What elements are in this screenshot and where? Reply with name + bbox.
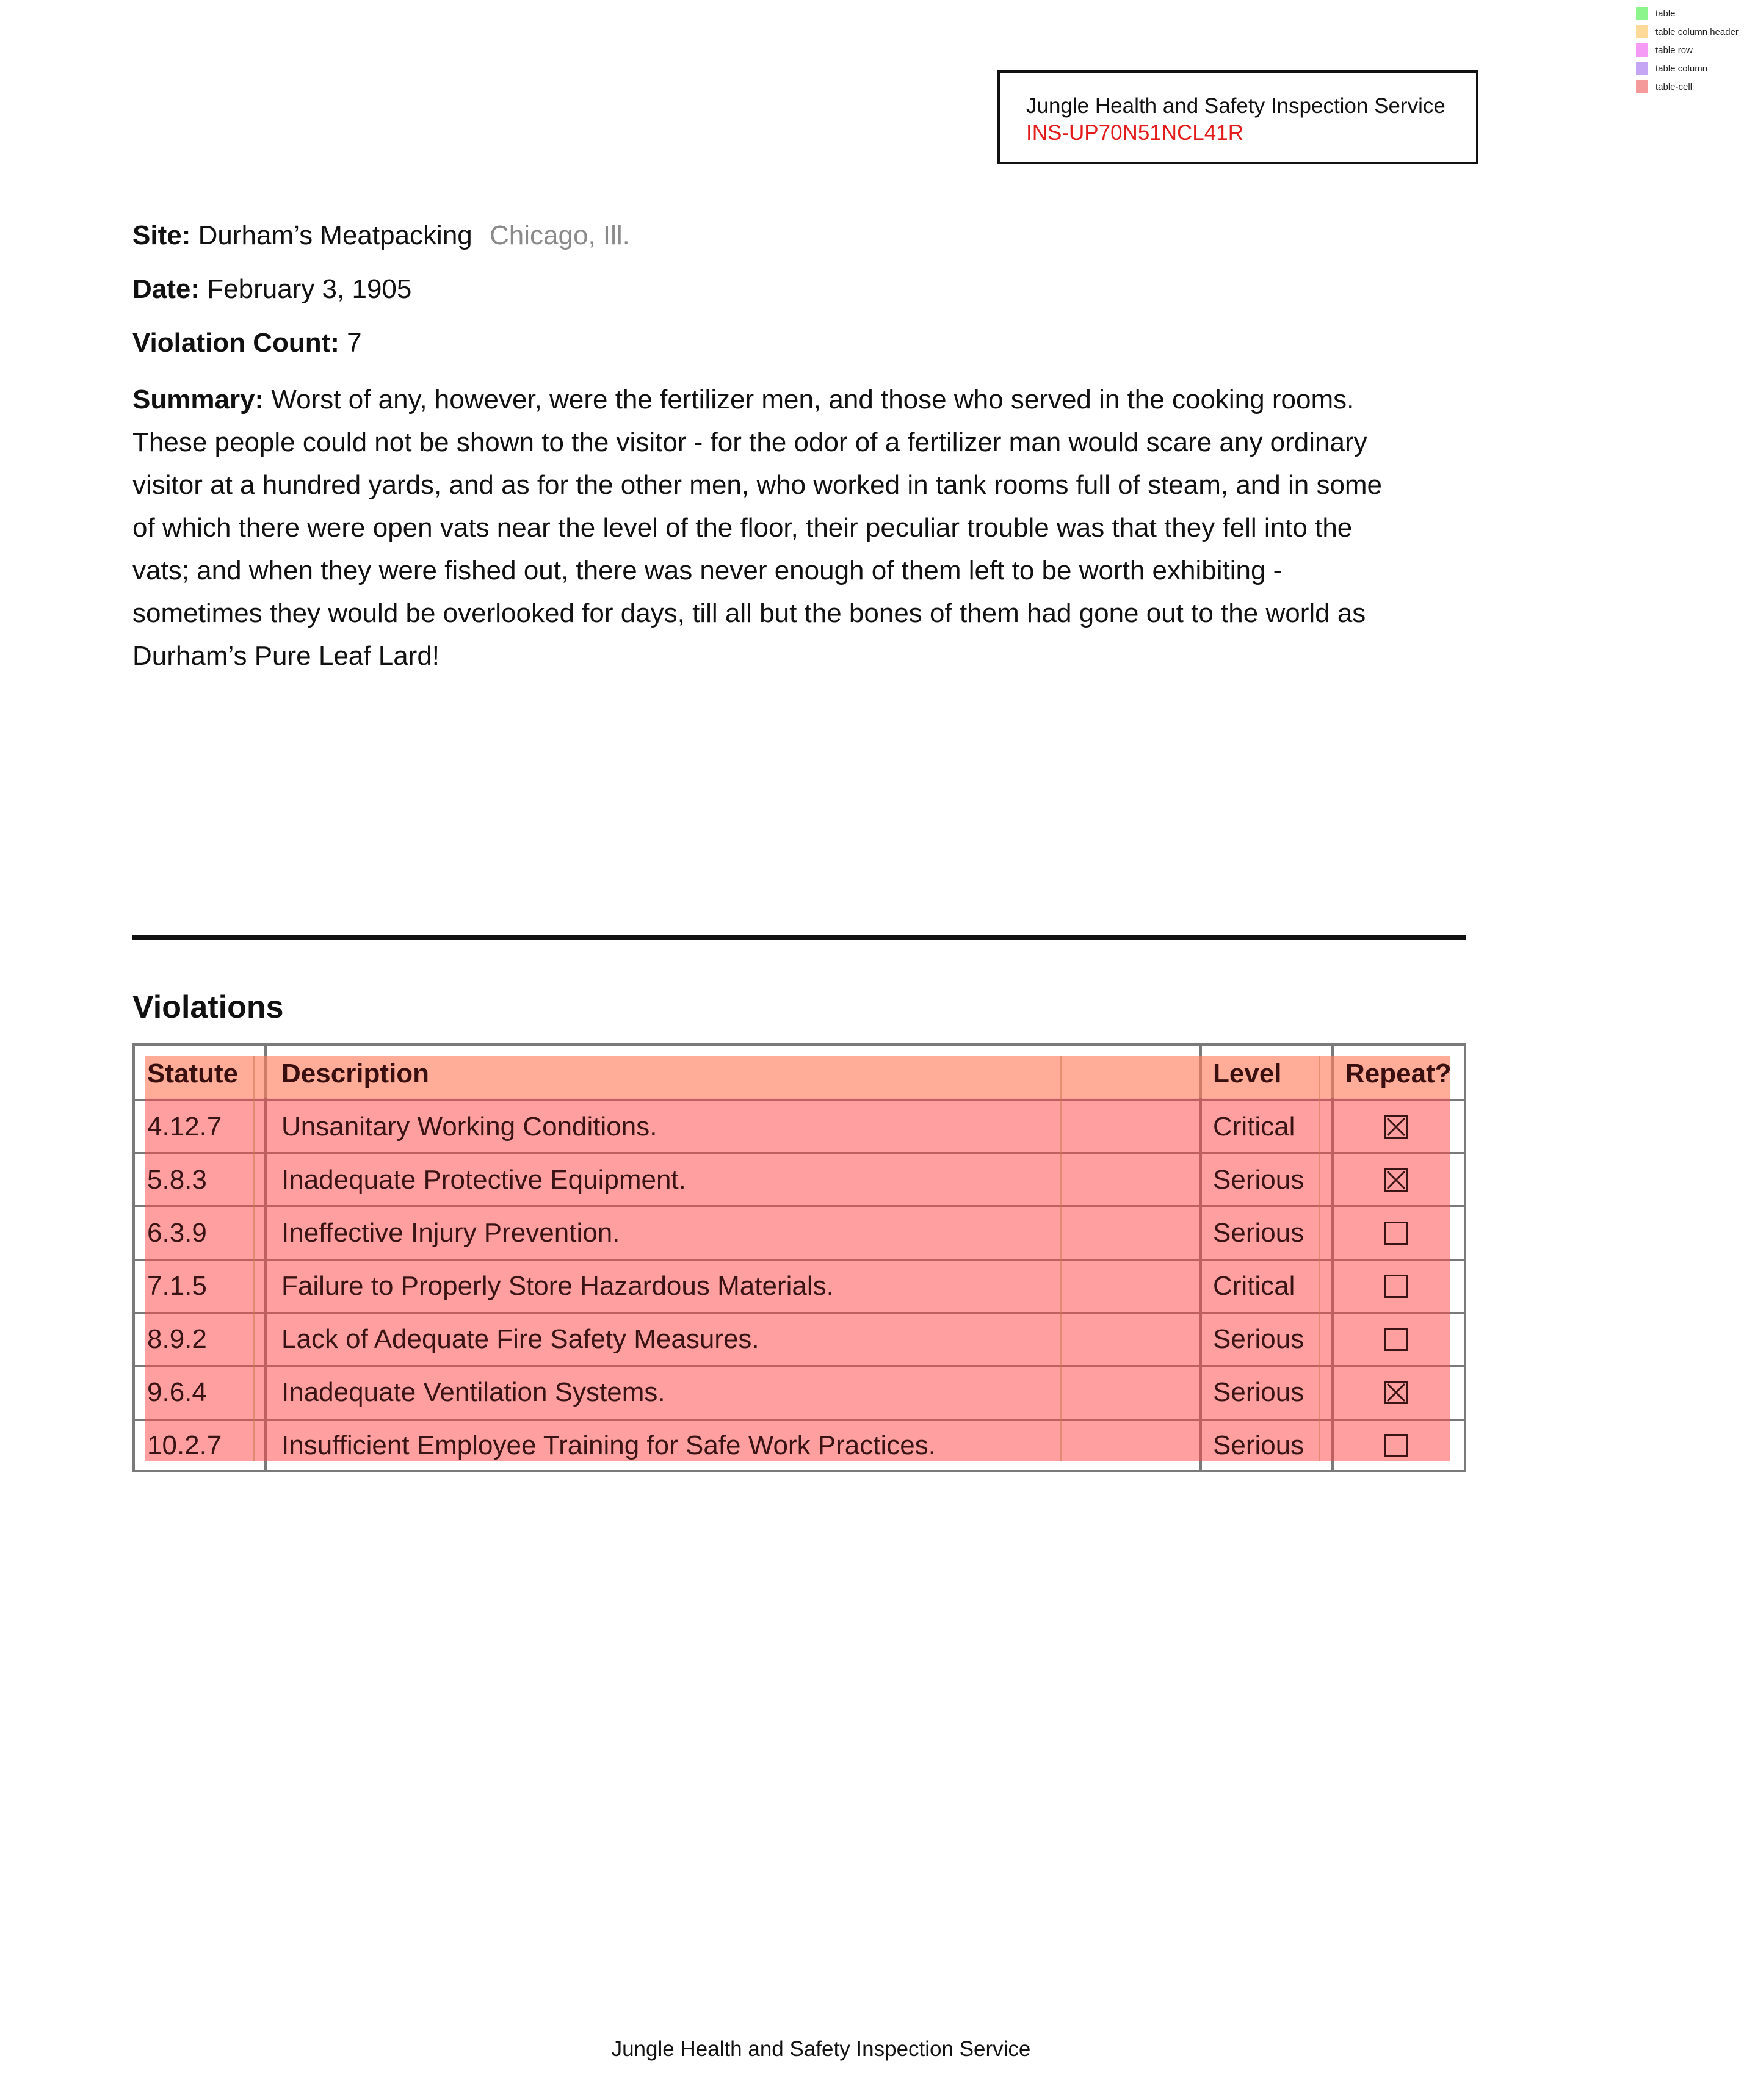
agency-header-box: [997, 70, 1478, 164]
statute-cell: 6.3.9: [147, 1218, 207, 1248]
annotation-legend: [1636, 4, 1739, 96]
statute-cell: 8.9.2: [147, 1324, 207, 1354]
inspection-details: [132, 217, 1384, 678]
violation-count-value: 7: [347, 328, 362, 358]
repeat-checkbox[interactable]: [1384, 1434, 1408, 1457]
legend-label: table row: [1655, 45, 1693, 56]
legend-label: table column header: [1655, 26, 1739, 37]
repeat-checkbox[interactable]: [1384, 1328, 1408, 1351]
statute-cell: 7.1.5: [147, 1271, 207, 1301]
column-header-statute: Statute: [147, 1059, 239, 1088]
violations-table: [132, 1043, 1466, 1472]
column-overlay-edge: [1060, 1056, 1062, 1461]
site-location: Chicago, Ill.: [490, 220, 630, 250]
legend-swatch: [1636, 62, 1648, 75]
legend-item: [1636, 59, 1739, 78]
description-cell: Inadequate Ventilation Systems.: [281, 1377, 665, 1407]
violations-heading: Violations: [132, 990, 284, 1025]
checkbox-x-icon: [1386, 1117, 1406, 1137]
statute-cell: 5.8.3: [147, 1165, 207, 1195]
statute-cell: 4.12.7: [147, 1112, 222, 1142]
site-row: [132, 217, 1384, 254]
legend-label: table-cell: [1655, 81, 1693, 92]
repeat-checkbox[interactable]: [1384, 1168, 1408, 1192]
repeat-checkbox[interactable]: [1384, 1222, 1408, 1245]
date-value: February 3, 1905: [207, 274, 412, 304]
column-header-description: Description: [281, 1059, 430, 1088]
page-footer: Jungle Health and Safety Inspection Service: [611, 2037, 1031, 2061]
violation-count-row: [132, 325, 1384, 361]
legend-item: [1636, 23, 1739, 41]
level-cell: Serious: [1213, 1377, 1304, 1407]
level-cell: Serious: [1213, 1324, 1304, 1354]
column-header-level: Level: [1213, 1059, 1282, 1088]
legend-item: [1636, 4, 1739, 23]
column-overlay-edge: [253, 1056, 255, 1461]
legend-item: [1636, 41, 1739, 59]
section-divider: [132, 935, 1466, 940]
description-cell: Inadequate Protective Equipment.: [281, 1165, 686, 1195]
site-label: Site:: [132, 220, 191, 250]
description-cell: Unsanitary Working Conditions.: [281, 1112, 657, 1142]
description-cell: Lack of Adequate Fire Safety Measures.: [281, 1324, 759, 1354]
legend-label: table column: [1655, 63, 1708, 74]
summary-paragraph: [132, 378, 1384, 678]
level-cell: Serious: [1213, 1165, 1304, 1195]
description-cell: Ineffective Injury Prevention.: [281, 1218, 620, 1248]
site-name: Durham’s Meatpacking: [198, 220, 472, 250]
date-label: Date:: [132, 274, 200, 304]
level-cell: Critical: [1213, 1271, 1295, 1301]
legend-item: [1636, 78, 1739, 96]
legend-swatch: [1636, 7, 1648, 20]
repeat-checkbox[interactable]: [1384, 1275, 1408, 1298]
summary-label: Summary:: [132, 385, 264, 415]
checkbox-x-icon: [1386, 1170, 1406, 1190]
legend-label: table: [1655, 8, 1676, 19]
legend-swatch: [1636, 25, 1648, 38]
statute-cell: 10.2.7: [147, 1430, 222, 1460]
violation-count-label: Violation Count:: [132, 328, 339, 358]
date-row: [132, 271, 1384, 308]
description-cell: Failure to Properly Store Hazardous Materials.: [281, 1271, 834, 1301]
repeat-checkbox[interactable]: [1384, 1381, 1408, 1404]
statute-cell: 9.6.4: [147, 1377, 207, 1407]
column-header-repeat: Repeat?: [1345, 1059, 1452, 1088]
summary-text: Worst of any, however, were the fertilizer men, and those who served in the cooking rooms. These people could not be shown to the visitor - for the odor of a fertilizer man would scare any ordinary visitor at a hundred yards, and as for the other men, who worked in tank rooms full of steam, and in some of which there were open vats near the level of the floor, their peculiar trouble was that they fell into the vats; and when they were fished out, there was never enough of them left to be worth exhibiting - sometimes they would be overlooked for days, till all but the bones of them had gone out to the world as Durham’s Pure Leaf Lard!: [132, 385, 1383, 671]
checkbox-x-icon: [1386, 1383, 1406, 1402]
legend-swatch: [1636, 80, 1648, 93]
inspection-id: INS-UP70N51NCL41R: [1026, 121, 1243, 145]
agency-name: Jungle Health and Safety Inspection Service: [1026, 94, 1445, 118]
level-cell: Serious: [1213, 1430, 1304, 1460]
repeat-checkbox[interactable]: [1384, 1115, 1408, 1139]
level-cell: Critical: [1213, 1112, 1295, 1142]
column-overlay-edge: [1319, 1056, 1320, 1461]
level-cell: Serious: [1213, 1218, 1304, 1248]
description-cell: Insufficient Employee Training for Safe Work Practices.: [281, 1430, 936, 1460]
legend-swatch: [1636, 43, 1648, 57]
